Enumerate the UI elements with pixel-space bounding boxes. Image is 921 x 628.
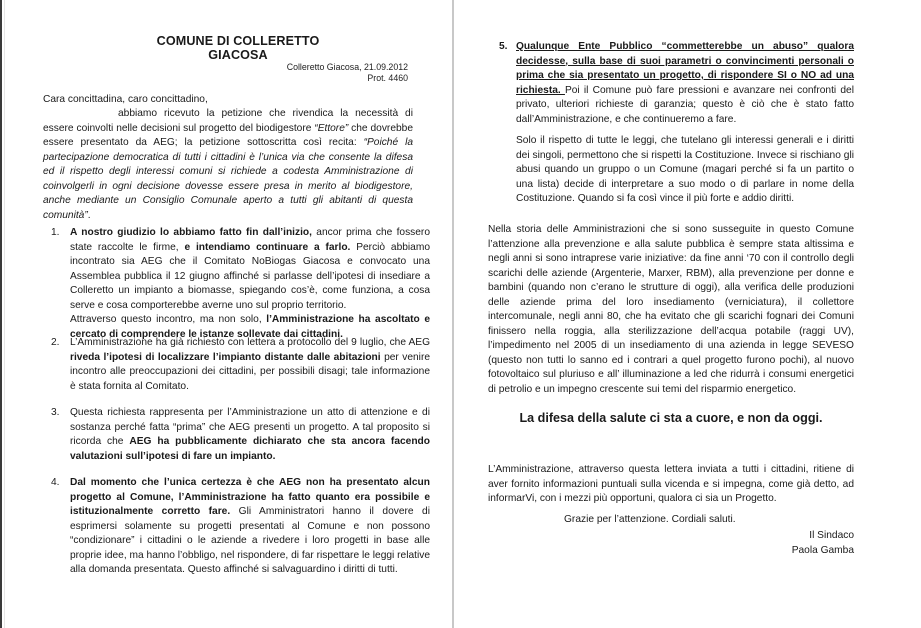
intro-paragraph [43, 107, 413, 223]
place-date: Colleretto Giacosa, 21.09.2012 [286, 62, 408, 72]
item-text: Poi il Comune può fare pressioni e avanzare nei confronti del privato, ulteriori richieste di garanzia; questo è ciò che è stato fatto dall’Amministrazione, e che continueremo a fare. [516, 84, 854, 125]
list-item-4 [51, 476, 430, 578]
dateline [287, 62, 408, 84]
protocol-number: Prot. 4460 [367, 73, 408, 83]
list-number: 4. [51, 477, 60, 488]
list-number: 3. [51, 407, 60, 418]
window-edge [0, 0, 2, 628]
list-item-1 [51, 226, 430, 342]
list-number: 5. [499, 41, 508, 52]
item-text: Gli Amministratori hanno il dovere di esprimersi solamente su progetti presentati al Comune e non possono “condizionare” i cittadini o le aziende a rivedere i loro progetti in base alle proprie idee, ma hanno l’obbligo, nel rispondere, di far rispettare le leggi relative alla domanda presentata. Questo affinché si salvaguardino i diritti di tutti. [70, 506, 430, 575]
page-edge [4, 0, 5, 628]
underlined-bold-text: Qualunque Ente Pubblico “commetterebbe un abuso” qualora decidesse, sulla base di suoi parametri o convincimenti personali o prima che sia presentato un progetto, di rispondere SI o NO ad una richiesta. [516, 41, 854, 96]
list-item-5 [499, 40, 854, 127]
item-text: Perciò abbiamo incontrato sia AEG che il Comitato NoBiogas Giacosa e convocato una Assemblea pubblica il 12 giugno affinché si parlasse dell’ipotesi di insediare a Colleretto un impianto a biomasse, spiegando cos’è, come funziona, a cosa serve e cosa comporterebbe averne uno sul proprio territorio. [70, 241, 430, 311]
petition-quote: “Poiché la partecipazione democratica di tutti i cittadini è l’unica via che consente la difesa ed il rispetto degli interessi comuni si richiede a codesta Amministrazione di coinvolgerli in ogni decisione dovesse essere presa in merito al biodigestore, anche mediante un Consiglio Comunale aperto a tutti gli abitanti di questa comunità” [43, 137, 413, 221]
list-item-3 [51, 406, 430, 464]
item-text: per venire incontro alle preoccupazioni dei cittadini, per possibili disagi; tale informazione è stata fornita al Comitato. [70, 351, 431, 392]
bold-text: Dal momento che l’unica certezza è che AEG non ha presentato alcun progetto al Comune, l’Amministrazione ha fatto quanto era possibile e istituzionalmente corretto fare. [70, 477, 430, 517]
bold-text: AEG ha pubblicamente dichiarato che sta ancora facendo valutazioni sull’ipotesi di fare un impianto. [70, 436, 430, 462]
intro-text: abbiamo ricevuto la petizione che rivendica la necessità di essere coinvolti nelle decisioni sul progetto del biodigestore [43, 108, 413, 134]
intro-end: . [87, 209, 91, 221]
item-text: L’Amministrazione ha già richiesto con lettera a protocollo del 9 luglio, che AEG [70, 337, 430, 348]
signature-role: Il Sindaco [809, 530, 854, 541]
history-paragraph: Nella storia delle Amministrazioni che si sono susseguite in questo Comune l’attenzione alla prevenzione e alla salute pubblica è sempre stata altissima e negli anni si sono intraprese varie iniziative: da fine anni ‘70 con il controllo degli scarichi delle aziende (Argenterie, Marxer, RBM), alla prevenzione per donne e bambini (quando non c’erano le strutture di oggi), alla verifica delle produzioni delle aziende prima del loro insediamento (verniciatura), il collettore intercomunale, negli anni 80, che ha evitato che gli scarichi fognari dei Comuni finissero nella roggia, alla sterilizzazione dell’acqua potabile (raggi UV), l’impedimento nel 2005 di un insediamento di una azienda in legge SEVESO (questo non tutti lo sanno ed i contrari a quel progetto furono pochi), al nuovo fotovoltaico sul pluriuso e all’ illuminazione a led che ridurrà i consumi energetici di petrolio e un impegno crescente sui temi del risparmio energetico. [488, 224, 854, 395]
page-2 [454, 0, 921, 628]
item-text: Attraverso questo incontro, ma non solo, [70, 314, 267, 325]
rule-of-law-paragraph: Solo il rispetto di tutte le leggi, che tutelano gli interessi generali e i diritti dei singoli, permettono che si rispetti la Costituzione. Invece si rischiano gli abusi quando un gruppo o un Comune (magari perché si fa un partito o una lista) decide di interpretare a suo modo o di parlare in nome della Costituzione. Quando si fa così vince il più forte e addio diritti. [516, 135, 854, 204]
intro-text-2: che dovrebbe essere presentato da AEG; la petizione sottoscritta così recita: [43, 122, 413, 148]
item-text: ancor prima che fossero state raccolte le firme, [70, 227, 430, 253]
bold-text: l’Amministrazione ha ascoltato e cercato di comprendere le istanze sollevate dai cittadini. [70, 314, 430, 340]
signature-name: Paola Gamba [791, 544, 854, 556]
bold-text: A nostro giudizio lo abbiamo fatto fin dall’inizio, [70, 227, 312, 238]
list-number: 2. [51, 337, 60, 348]
signature [792, 529, 854, 558]
salutation: Cara concittadina, caro concittadino, [43, 94, 208, 105]
bold-text: e intendiamo continuare a farlo. [184, 241, 351, 253]
closing-paragraph: L’Amministrazione, attraverso questa lettera inviata a tutti i cittadini, ritiene di aver fornito informazioni puntuali sulla vicenda e si impegna, come già detto, ad informarVi, con i mezzi più opportuni, qualora ci sia un Progetto. [488, 464, 854, 504]
project-name: “Ettore” [314, 122, 349, 134]
list-number: 1. [51, 227, 60, 238]
health-heading: La difesa della salute ci sta a cuore, e non da oggi. [519, 411, 823, 425]
item-text: Questa richiesta rappresenta per l’Amministrazione un atto di attenzione e di sostanza perché fatta “prima” che AEG presenti un progetto. A tal proposito si ricorda che [70, 407, 430, 447]
bold-text: riveda l’ipotesi di localizzare l’impianto distante dalle abitazioni [70, 351, 381, 363]
list-item-2 [51, 336, 431, 394]
thanks-line: Grazie per l’attenzione. Cordiali saluti. [564, 514, 736, 525]
document-title: COMUNE DI COLLERETTO GIACOSA [156, 34, 320, 62]
page-1 [6, 0, 452, 628]
